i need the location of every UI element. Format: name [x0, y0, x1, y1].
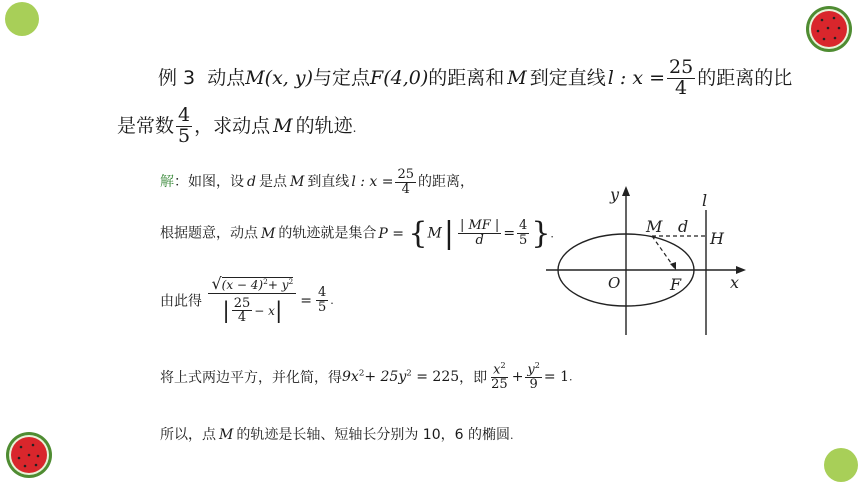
- period: .: [509, 429, 514, 442]
- solution-text: 根据题意，动点: [160, 225, 258, 242]
- equals-sign: =: [503, 225, 516, 242]
- label-x: x: [730, 273, 740, 292]
- fraction-25-4: $\frac{25}{4}$: [397, 167, 415, 197]
- y-axis-arrow: [622, 186, 630, 196]
- period: .: [569, 370, 573, 384]
- problem-text: ，求动点: [194, 114, 271, 137]
- label-y: y: [610, 185, 620, 204]
- equals-one: = 1: [543, 368, 569, 385]
- fraction-4-5: $\frac{4}{5}$: [317, 285, 327, 316]
- problem-text: 的轨迹: [295, 114, 353, 137]
- plus-sign: +: [511, 368, 524, 385]
- solution-line-2: [160, 216, 554, 251]
- problem-line-1: [158, 58, 792, 99]
- fraction-x2-25: $\frac{x^2}{25}$: [491, 361, 508, 392]
- problem-text: 是常数: [117, 114, 175, 137]
- sqrt-sign: √: [211, 274, 222, 293]
- solution-text: 到直线: [307, 174, 350, 191]
- solution-text: 是点: [258, 174, 287, 191]
- arrow-F: [670, 262, 676, 270]
- solution-text: 的轨迹就是集合: [278, 225, 377, 242]
- solution-text: 的轨迹是长轴、短轴长分别为 10，6 的椭圆: [236, 427, 510, 443]
- distance-ratio-fraction: $√(x - 4)^2+ y^2$ | $\frac{25}{4}$ − x|: [208, 276, 296, 325]
- point-M: M: [507, 66, 527, 89]
- watermelon-icon-bottom-left: [4, 430, 54, 480]
- label-F: F: [670, 275, 682, 294]
- fraction-25-4: $\frac{25}{4}$: [669, 56, 694, 99]
- solution-line-4: [160, 362, 573, 392]
- label-d: d: [678, 217, 689, 236]
- solution-label: 解: [160, 174, 174, 191]
- solution-text: 的距离，: [418, 174, 475, 191]
- abs-right: |: [274, 298, 283, 324]
- problem-text: 的距离的比: [697, 66, 793, 89]
- set-element-M: M: [427, 225, 442, 242]
- period: .: [352, 120, 357, 135]
- fraction-4-5: $\frac{4}{5}$: [519, 218, 528, 248]
- fraction-4-5: $\frac{4}{5}$: [178, 104, 191, 147]
- point-M: M: [261, 225, 276, 242]
- problem-text: 与定点: [313, 66, 371, 89]
- line-l-eq: l : x =: [607, 66, 665, 89]
- fraction-25-4: $\frac{25}{4}$: [233, 295, 251, 326]
- solution-line-1: [160, 168, 474, 196]
- solution-text: ，即: [459, 369, 488, 386]
- problem-text: 动点: [207, 66, 246, 89]
- ellipse-diagram: [540, 180, 755, 340]
- problem-line-2: [117, 106, 356, 147]
- label-M: M: [646, 217, 663, 236]
- brace-left: {: [408, 216, 428, 251]
- solution-text: ：如图，设: [174, 174, 244, 191]
- period: .: [550, 227, 554, 241]
- set-P: P =: [378, 225, 404, 242]
- point-M: M: [219, 427, 234, 443]
- solution-text: 将上式两边平方，并化简，得: [160, 369, 342, 386]
- abs-left: |: [222, 298, 230, 324]
- brace-right: }: [531, 216, 551, 251]
- green-dot-top-left: [5, 2, 39, 36]
- problem-label: 例 3: [158, 66, 196, 89]
- label-l: l: [702, 191, 708, 210]
- var-d: d: [247, 174, 256, 191]
- line-l-eq: l : x =: [351, 174, 394, 191]
- green-dot-bottom-right: [824, 448, 858, 482]
- label-H: H: [710, 229, 724, 248]
- point-M: M: [289, 174, 305, 191]
- problem-text: 的距离和: [428, 66, 505, 89]
- point-M-xy: M(x, y): [245, 66, 314, 89]
- period: .: [330, 294, 334, 308]
- fraction-MF-d: $\frac{| MF |}{d}$: [459, 218, 500, 248]
- problem-text: 到定直线: [529, 66, 606, 89]
- solution-line-3: [160, 276, 334, 325]
- point-M: M: [273, 114, 293, 137]
- fraction-y2-9: $\frac{y^2}{9}$: [527, 361, 540, 392]
- label-O: O: [608, 274, 621, 292]
- set-bar: |: [443, 216, 454, 251]
- solution-line-5: [160, 424, 513, 444]
- solution-text: 由此得: [160, 293, 202, 310]
- solution-text: 所以，点: [160, 427, 216, 443]
- watermelon-icon-top-right: [804, 4, 854, 54]
- equation-ellipse-expanded: $9x^2+ 25y^2 = 225$: [342, 368, 460, 386]
- equals-sign: =: [300, 292, 312, 309]
- point-F: F(4,0): [370, 66, 429, 89]
